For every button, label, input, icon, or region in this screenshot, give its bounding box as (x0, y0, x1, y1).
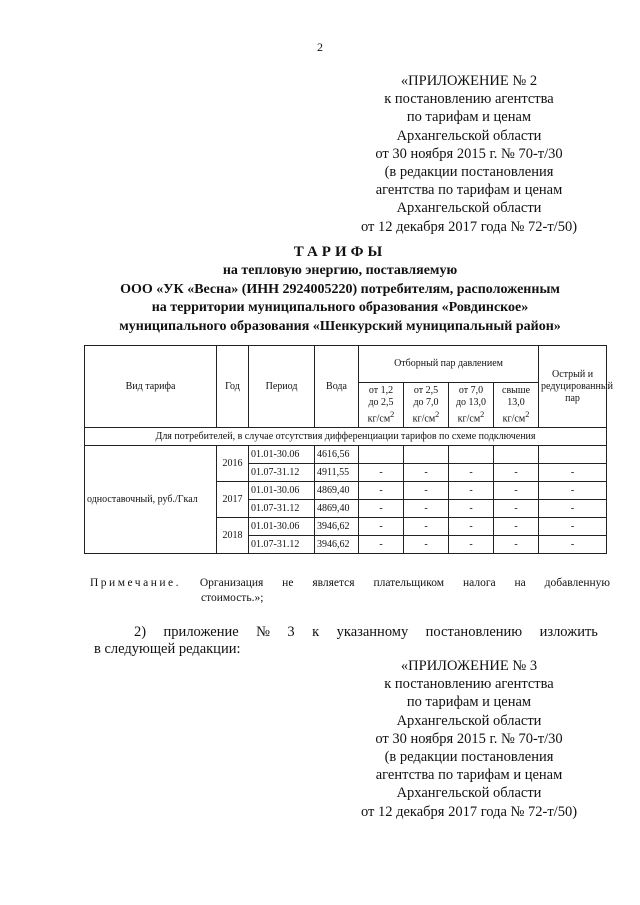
para-word: постановлению (425, 624, 523, 640)
value-cell: - (404, 500, 449, 518)
annex-line: Архангельской области (396, 200, 542, 217)
header-pressure: от 1,2 до 2,5 $кг/см^2$ (359, 383, 404, 428)
section-label: Для потребителей, в случае отсутствия дифференциации тарифов по схеме подключения (85, 428, 607, 446)
water-cell: 4911,55 (315, 464, 359, 482)
value-cell (449, 446, 494, 464)
water-cell: 3946,62 (315, 536, 359, 554)
header-extraction-steam: Отборный пар давлением (359, 346, 539, 383)
value-cell (539, 446, 607, 464)
para-word: приложение (163, 624, 239, 640)
period-cell: 01.07-31.12 (249, 464, 315, 482)
annex-2-header (330, 72, 608, 236)
value-cell: - (539, 518, 607, 536)
value-cell (404, 446, 449, 464)
header-period: Период (249, 346, 315, 428)
value-cell: - (449, 500, 494, 518)
annex-line: Архангельской области (396, 712, 542, 729)
value-cell: - (494, 500, 539, 518)
tariff-table (84, 345, 613, 554)
header-pressure: свыше 13,0 $кг/см^2$ (494, 383, 539, 428)
value-cell: - (359, 536, 404, 554)
note-word: не (282, 577, 294, 589)
title-line: на территории муниципального образования «Ровдинское» (151, 300, 529, 315)
value-cell: - (404, 482, 449, 500)
annex-line: Архангельской области (396, 785, 542, 802)
note-word: налога (462, 577, 496, 589)
note-word: является (312, 577, 355, 589)
year-cell: 2017 (217, 482, 249, 518)
header-water: Вода (315, 346, 359, 428)
value-cell: - (449, 518, 494, 536)
annex-line: агентства по тарифам и ценам (375, 767, 563, 784)
title-line: на тепловую энергию, поставляемую (222, 263, 458, 278)
value-cell: - (449, 482, 494, 500)
annex-line: к постановлению агентства (384, 676, 554, 693)
para-word: 2) (134, 624, 147, 640)
value-cell: - (539, 500, 607, 518)
header-pressure: от 2,5 до 7,0 $кг/см^2$ (404, 383, 449, 428)
para-word: № (256, 624, 270, 640)
year-cell: 2016 (217, 446, 249, 482)
annex-line: Архангельской области (396, 127, 542, 144)
value-cell: - (359, 464, 404, 482)
note-label: Примечание. (90, 577, 181, 589)
tariff-title (60, 242, 620, 336)
value-cell: - (494, 536, 539, 554)
note-word: на (514, 577, 526, 589)
value-cell: - (449, 536, 494, 554)
para-line: в следующей редакции: (94, 641, 241, 657)
header-year: Год (217, 346, 249, 428)
para-word: изложить (539, 624, 598, 640)
annex-line: от 12 декабря 2017 года № 72-т/50) (360, 218, 578, 235)
note-word: добавленную (544, 577, 610, 589)
page-number: 2 (317, 40, 323, 54)
annex-line: (в редакции постановления (384, 749, 554, 766)
para-word: указанному (336, 624, 409, 640)
value-cell: - (539, 536, 607, 554)
value-cell: - (404, 518, 449, 536)
period-cell: 01.01-30.06 (249, 482, 315, 500)
period-cell: 01.01-30.06 (249, 518, 315, 536)
value-cell: - (404, 464, 449, 482)
value-cell (494, 446, 539, 464)
annex-line: по тарифам и ценам (406, 109, 532, 126)
note-continuation: стоимость.»; (201, 592, 264, 604)
annex-line: «ПРИЛОЖЕНИЕ № 2 (400, 73, 538, 89)
para-word: 3 (287, 624, 295, 640)
value-cell (359, 446, 404, 464)
water-cell: 4869,40 (315, 500, 359, 518)
value-cell: - (494, 482, 539, 500)
year-cell: 2018 (217, 518, 249, 554)
title-line: ООО «УК «Весна» (ИНН 2924005220) потребителям, расположенным (120, 281, 560, 297)
title-line: муниципального образования «Шенкурский муниципальный район» (119, 318, 561, 334)
header-pressure: от 7,0 до 13,0 $кг/см^2$ (449, 383, 494, 428)
value-cell: - (539, 482, 607, 500)
table-header-row (85, 346, 607, 383)
annex-line: от 30 ноября 2015 г. № 70-т/30 (375, 145, 563, 162)
water-cell: 4869,40 (315, 482, 359, 500)
value-cell: - (539, 464, 607, 482)
note-word: плательщиком (373, 577, 445, 589)
period-cell: 01.01-30.06 (249, 446, 315, 464)
water-cell: 3946,62 (315, 518, 359, 536)
header-tariff-type: Вид тарифа (85, 346, 217, 428)
value-cell: - (404, 536, 449, 554)
annex-line: от 12 декабря 2017 года № 72-т/50) (360, 803, 578, 820)
para-word: к (312, 624, 320, 640)
annex-line: «ПРИЛОЖЕНИЕ № 3 (400, 658, 538, 674)
annex-line: агентства по тарифам и ценам (375, 182, 563, 199)
header-sharp-steam: Острый и редуцированный пар (539, 346, 607, 428)
amendment-paragraph (94, 624, 598, 658)
value-cell: - (449, 464, 494, 482)
value-cell: - (359, 500, 404, 518)
period-cell: 01.07-31.12 (249, 500, 315, 518)
value-cell: - (494, 518, 539, 536)
value-cell: - (494, 464, 539, 482)
table-row (85, 446, 607, 464)
annex-line: к постановлению агентства (384, 91, 554, 108)
annex-line: по тарифам и ценам (406, 694, 532, 711)
period-cell: 01.07-31.12 (249, 536, 315, 554)
value-cell: - (359, 482, 404, 500)
table-note (90, 576, 610, 606)
annex-line: (в редакции постановления (384, 164, 554, 181)
annex-3-header (330, 657, 608, 821)
note-word: Организация (199, 577, 264, 589)
title-heading: ТАРИФЫ (293, 244, 387, 260)
value-cell: - (359, 518, 404, 536)
tariff-label: одноставочный, руб./Гкал (85, 446, 217, 554)
table-section-row (85, 428, 607, 446)
annex-line: от 30 ноября 2015 г. № 70-т/30 (375, 730, 563, 747)
water-cell: 4616,56 (315, 446, 359, 464)
